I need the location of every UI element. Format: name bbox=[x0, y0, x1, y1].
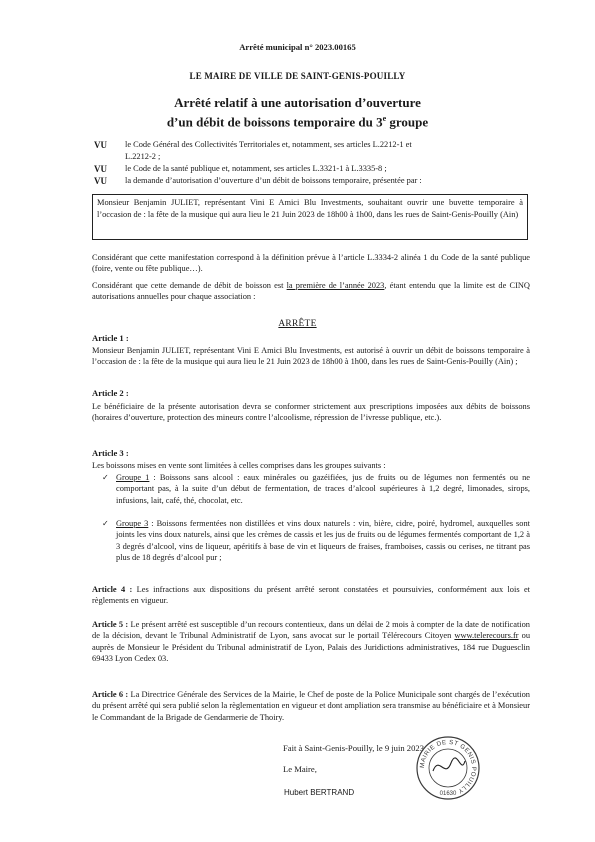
considering-1: Considérant que cette manifestation correspond à la définition prévue à l’article L.3334-2 alinéa 1 du Code de la santé publique (foire, vente ou fête publique…). bbox=[92, 253, 530, 274]
article-5-text: Le présent arrêté est susceptible d’un recours contentieux, dans un délai de 2 mois à compter de la date de notification de la décision, devant le Tribunal Administratif de Lyon, sans avocat sur le portail Télérecours Citoyen bbox=[92, 620, 530, 641]
title-line-2 bbox=[0, 111, 595, 130]
article-4-title: Article 4 : bbox=[92, 585, 133, 594]
group-1-text: : Boissons sans alcool : eaux minérales ou gazéifiées, jus de fruits ou de légumes non fermentés ou ne comportant pas, à la suite d’un début de fermentation, de traces d’alcool supérieures à 1,2 degré, limonades, sirops, infusions, lait, café, thé, chocolat, etc. bbox=[116, 473, 530, 505]
arrete-heading: ARRÊTE bbox=[278, 319, 317, 329]
article-5-text-end: ou auprès de Monsieur le Président du Tribunal administratif de Lyon, Palais des Juridictions administratives, 184 rue Duguesclin 69433 Lyon Cedex 03. bbox=[92, 631, 531, 664]
title-superscript: e bbox=[382, 114, 387, 123]
group-1-item bbox=[104, 472, 530, 506]
svg-text:MAIRIE DE ST GENIS POUILLY: MAIRIE DE ST GENIS POUILLY bbox=[418, 738, 478, 795]
request-box: Monsieur Benjamin JULIET, représentant Vini E Amici Blu Investments, souhaitant ouvrir une buvette temporaire à l’occasion de : la fête de la musique qui aura lieu le 21 Juin 2023 de 18h00 à 1h00, dans les rues de Saint-Genis-Pouilly (Ain) bbox=[92, 194, 528, 240]
article-5-title: Article 5 : bbox=[92, 620, 129, 629]
article-3-intro: Les boissons mises en vente sont limitées à celles comprises dans les groupes suivants : bbox=[92, 461, 386, 470]
signature-name: Hubert BERTRAND bbox=[284, 788, 355, 797]
article-3-title: Article 3 : bbox=[92, 448, 129, 458]
article-1-title: Article 1 : bbox=[92, 333, 129, 343]
article-4-text: Les infractions aux dispositions du présent arrêté seront constatées et poursuivies, conformément aux lois et règlements en vigueur. bbox=[92, 585, 530, 606]
mairie-stamp bbox=[415, 735, 481, 801]
vu-text-2: le Code de la santé publique et, notamment, ses articles L.3321-1 à L.3335-8 ; bbox=[125, 164, 387, 173]
vu-keyword: VU bbox=[94, 164, 107, 174]
title-line-2-main: d’un débit de boissons temporaire du 3 bbox=[166, 114, 383, 130]
signature-role: Le Maire, bbox=[283, 764, 317, 774]
group-1-label: Groupe 1 bbox=[116, 473, 150, 482]
vu-keyword: VU bbox=[94, 176, 107, 186]
vu-item-2 bbox=[94, 163, 534, 175]
decree-title bbox=[0, 95, 595, 130]
article-6 bbox=[92, 689, 530, 723]
decree-number: Arrêté municipal n° 2023.00165 bbox=[239, 42, 356, 52]
first-of-year-underlined: la première de l’année 2023 bbox=[286, 281, 385, 290]
considering-2-text: Considérant que cette demande de débit de boisson est bbox=[92, 281, 287, 290]
title-line-1: Arrêté relatif à une autorisation d’ouverture bbox=[174, 95, 421, 110]
checkmark-icon: ✓ bbox=[102, 519, 109, 528]
considering-2 bbox=[92, 280, 530, 303]
vu-item-1 bbox=[94, 139, 534, 163]
signature-place-date: Fait à Saint-Genis-Pouilly, le 9 juin 2023 bbox=[283, 743, 424, 753]
article-6-title: Article 6 : bbox=[92, 690, 129, 699]
group-3-item bbox=[104, 518, 530, 564]
vu-text-3: la demande d’autorisation d’ouverture d’un débit de boissons temporaire, présentée par : bbox=[125, 176, 422, 185]
article-6-text: La Directrice Générale des Services de la Mairie, le Chef de poste de la Police Municipale sont chargés de l’exécution du présent arrêté qui sera publié selon la règlementation en vigueur et dont ampliation sera transmise au bénéficiaire et à Monsieur le Commandant de la Brigade de Gendarmerie de Thoiry. bbox=[92, 690, 530, 722]
article-5 bbox=[92, 619, 530, 665]
vu-text-1a: le Code Général des Collectivités Territoriales et, notamment, ses articles L.2212-1 et bbox=[125, 140, 412, 149]
article-2-text: Le bénéficiaire de la présente autorisation devra se conformer strictement aux prescriptions imposées aux débits de boissons (horaires d’ouverture, protection des mineurs contre l’alcoolisme, répression de l’ivresse publique, etc.). bbox=[92, 402, 530, 423]
mayor-heading: LE MAIRE DE VILLE DE SAINT-GENIS-POUILLY bbox=[189, 71, 406, 81]
checkmark-icon: ✓ bbox=[102, 473, 109, 482]
telerecours-link[interactable]: www.telerecours.fr bbox=[454, 631, 519, 641]
article-2-title: Article 2 : bbox=[92, 388, 129, 398]
svg-text:01630: 01630 bbox=[439, 791, 457, 797]
vu-keyword: VU bbox=[94, 140, 107, 150]
group-3-label: Groupe 3 bbox=[116, 519, 149, 528]
considering-2-end: , étant entendu que la limite est de CINQ autorisations annuelles pour chaque association : bbox=[92, 281, 530, 302]
vu-text-1b: L.2212-2 ; bbox=[125, 152, 161, 161]
group-3-text: : Boissons fermentées non distillées et vins doux naturels : vin, bière, cidre, poiré, hydromel, auxquelles sont joints les vins doux naturels, ainsi que les crèmes de cassis et les jus de fruits ou de légumes fermentés comportant de 1,2 à 3 degrés d’alcool, vins de liqueur, apéritifs à base de vin et liqueurs de fraises, framboises, cassis ou cerises, ne titrant pas plus de 18 degrés d’alcool pur ; bbox=[116, 519, 530, 563]
article-4 bbox=[92, 584, 530, 607]
vu-item-3 bbox=[94, 175, 534, 187]
article-1-text: Monsieur Benjamin JULIET, représentant Vini E Amici Blu Investments, est autorisé à ouvrir un débit de boissons temporaire à l’occasion de : la fête de la musique qui aura lieu le 21 Juin 2023 de 18h00 à 1h00, dans les rues de Saint-Genis-Pouilly (Ain) ; bbox=[92, 346, 530, 367]
title-line-2-end: groupe bbox=[386, 114, 429, 130]
